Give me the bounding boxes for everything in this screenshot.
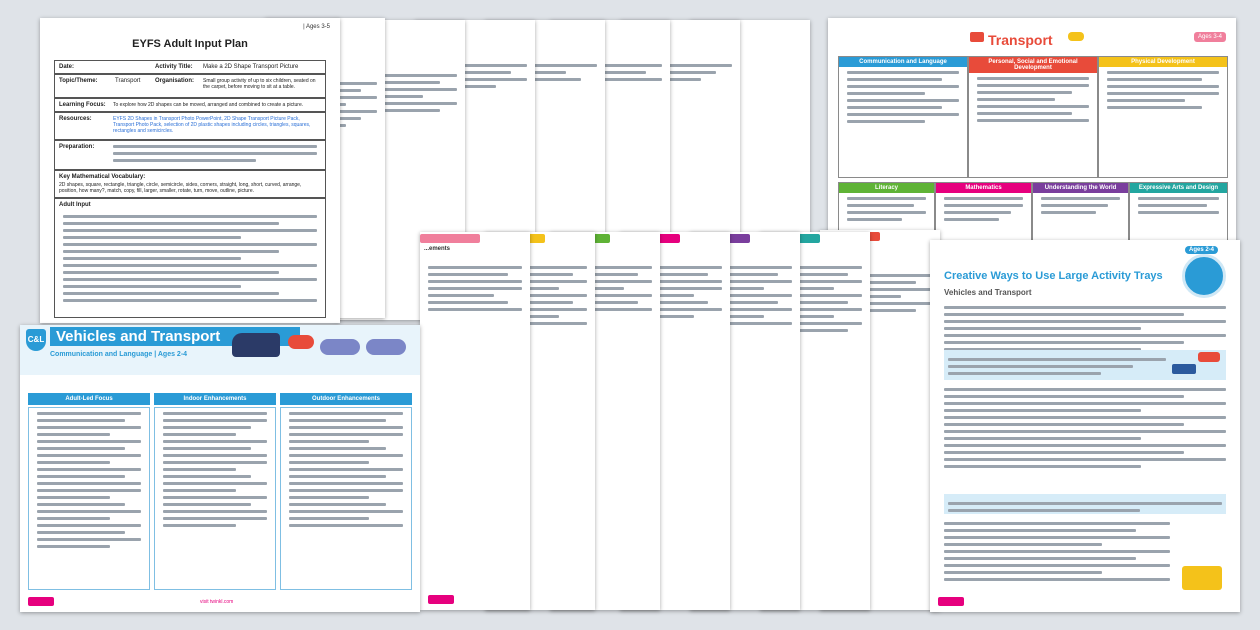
cl-badge: C&L: [26, 329, 46, 351]
topic-row: Topic/Theme: Transport Organisation: Small group activity of up to six children, seated on the carpet, before moving to sit at a table.: [54, 74, 326, 98]
preparation-row: Preparation:: [54, 140, 326, 170]
col-header-adult-led: Adult-Led Focus: [28, 393, 150, 405]
trays-title: Creative Ways to Use Large Activity Trays: [944, 270, 1163, 282]
truck-icon: [1172, 364, 1196, 374]
transport-col-ead: Expressive Arts and Design: [1129, 182, 1228, 294]
vocabulary-row: Key Mathematical Vocabulary: 2D shapes, square, rectangle, triangle, circle, semicircle, sides, corners, straight, long, short, curved, arrange, position, how many?, match, copy, fill, larger, smaller, rotate, turn, move, outline, picture.: [54, 170, 326, 198]
col-header-indoor: Indoor Enhancements: [154, 393, 276, 405]
transport-age-tag: Ages 3-4: [1194, 32, 1226, 42]
age-badge-icon: [1182, 254, 1226, 298]
col-header-outdoor: Outdoor Enhancements: [280, 393, 412, 405]
submarine-icon: [320, 339, 360, 355]
resources-row: Resources: EYFS 2D Shapes in Transport Photo PowerPoint, 2D Shape Transport Picture Pack, Transport Photo Pack, selection of 2D plastic shapes including circles, triangles, squares, rectangles and semicircles.: [54, 112, 326, 140]
digger-icon: [1182, 566, 1222, 590]
footer-url: visit twinkl.com: [200, 599, 234, 605]
activity-trays-sheet: [930, 240, 1240, 612]
transport-col-3: Physical Development: [1098, 56, 1228, 178]
adult-input-row: Adult Input: [54, 198, 326, 318]
twinkl-logo: [938, 597, 964, 606]
vt-subtitle: Communication and Language | Ages 2-4: [50, 351, 188, 358]
train-icon: [232, 333, 280, 357]
transport-col-literacy: Literacy: [838, 182, 935, 294]
transport-col-utw: Understanding the World: [1032, 182, 1129, 294]
outdoor-column: [280, 407, 412, 590]
helicopter-icon: [1068, 32, 1084, 41]
bus-icon: [970, 32, 984, 42]
transport-col-2: Personal, Social and Emotional Development: [968, 56, 1098, 178]
twinkl-logo: [28, 597, 54, 606]
date-row: Date: Activity Title: Make a 2D Shape Transport Picture: [54, 60, 326, 74]
transport-title: Transport: [988, 32, 1053, 48]
submarine-icon-2: [366, 339, 406, 355]
trays-subtitle: Vehicles and Transport: [944, 288, 1032, 297]
transport-col-maths: Mathematics: [935, 182, 1032, 294]
helicopter-icon: [288, 335, 314, 349]
trays-age-tag: Ages 2-4: [1185, 246, 1218, 254]
adult-led-column: [28, 407, 150, 590]
indoor-column: [154, 407, 276, 590]
learning-focus-row: Learning Focus: To explore how 2D shapes can be moved, arranged and combined to create a picture.: [54, 98, 326, 112]
transport-col-1: Communication and Language: [838, 56, 968, 178]
vehicles-transport-sheet: [20, 325, 420, 612]
adult-input-plan: | Ages 3-5 EYFS Adult Input Plan Date: Activity Title: Make a 2D Shape Transport Picture Topic/Theme: Transport Organisation: Small group activity of up to six children, seated on the carpet, before moving to sit at a table. Learning Focus: To explore how 2D shapes can be moved, arranged and combined to create a picture. Resources: EYFS 2D Shapes in Transport Photo PowerPoint, 2D Shape Transport Picture Pack, Transport Photo Pack, selection of 2D plastic shapes including circles, triangles, squares, rectangles and semicircles. Preparation: Key Mathematical Vocabulary: 2D shapes, square, rectangle, triangle, circle, semicircle, sides, corners, straight, long, short, curved, arrange, position, how many?, match, copy, fill, larger, smaller, rotate, turn, move, outline, picture. Adult Input: [40, 18, 340, 323]
car-icon: [1198, 352, 1220, 362]
strip-1: ...ements: [420, 232, 530, 610]
plan-title: EYFS Adult Input Plan: [132, 38, 248, 50]
vt-title: Vehicles and Transport: [50, 327, 300, 346]
